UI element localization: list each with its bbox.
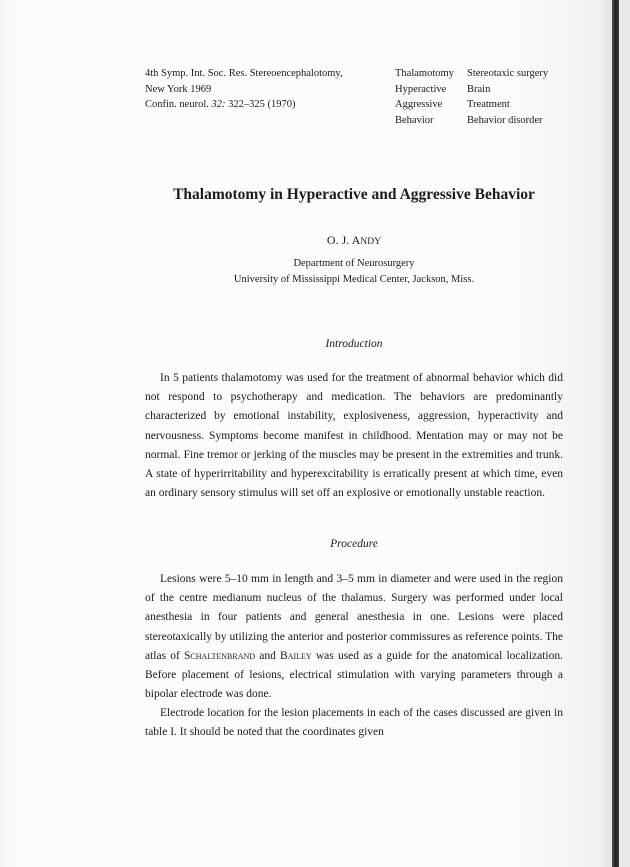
journal-reference: Confin. neurol. 32: 322–325 (1970) <box>145 99 296 110</box>
keyword: Aggressive <box>395 99 443 110</box>
author-ref-bailey: Bailey <box>280 649 312 662</box>
author-ref-schaltenbrand: Schaltenbrand <box>184 649 256 662</box>
journal-volume: 32: <box>211 99 226 110</box>
procedure-paragraph: Lesions were 5–10 mm in length and 3–5 mm in diameter and were used in the region of the centre medianum nucleus of the thalamus. Surgery was performed under local anesthesia in four patients and general anesthesia in one. Lesions were placed stereotaxically by utilizing the anterior and posterior commissures as reference points. The atlas of Schaltenbrand and Bailey was used as a guide for the anatomical localization. Before placement of lesions, electrical stimulation with varying parameters through a bipolar electrode was done. <box>145 573 563 701</box>
article-title: Thalamotomy in Hyperactive and Aggressive Behavior <box>173 186 535 203</box>
keyword: Hyperactive <box>395 83 447 95</box>
introduction-heading: Introduction <box>325 338 383 350</box>
keyword: Stereotaxic surgery <box>467 68 549 79</box>
citation-line: New York 1969 <box>145 83 212 95</box>
procedure-heading: Procedure <box>330 538 378 550</box>
page-margin-edge <box>619 0 630 867</box>
procedure-paragraph-2: Electrode location for the lesion placements in each of the cases discussed are given in table I. It should be noted that the coordinates given <box>145 707 563 739</box>
author-name: O. J. ANDY <box>326 233 382 247</box>
keyword: Treatment <box>467 99 510 110</box>
keyword: Behavior disorder <box>467 114 543 126</box>
affiliation <box>145 256 563 287</box>
page-binding-edge <box>612 0 619 867</box>
keyword: Thalamotomy <box>395 68 454 79</box>
introduction-paragraph: In 5 patients thalamotomy was used for the treatment of abnormal behavior which did not respond to psychotherapy and medication. The behaviors are predominantly characterized by emotional instability, explosiveness, aggression, hyperactivity and nervousness. Symptoms become manifest in childhood. Mentation may or may not be normal. Fine tremor or jerking of the muscles may be present in the extremities and trunk. A state of hyperirritability and hyperexcitability is erratically present at which time, even an ordinary sensory stimulus will set off an explosive or emotionally unstable reaction. <box>145 372 563 500</box>
institution: University of Mississippi Medical Center, Jackson, Miss. <box>233 273 475 285</box>
keyword: Behavior <box>395 114 434 126</box>
citation-line: 4th Symp. Int. Soc. Res. Stereoencephalotomy, <box>145 68 343 79</box>
keyword: Brain <box>467 83 491 95</box>
department: Department of Neurosurgery <box>293 258 415 269</box>
keywords-block <box>395 66 548 128</box>
citation-block <box>145 66 343 113</box>
